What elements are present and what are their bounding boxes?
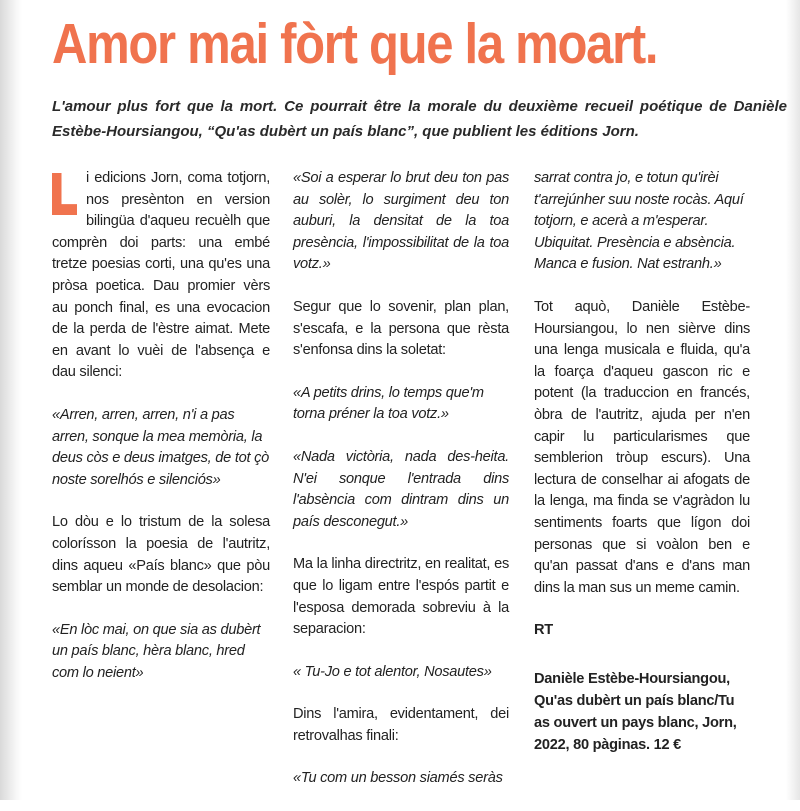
poem-quote: «En lòc mai, on que sia as dubèrt un país blanc, hèra blanc, hred com lo neient»: [52, 621, 261, 681]
article-lede: L'amour plus fort que la mort. Ce pourrait être la morale du deuxième recueil poétique de Danièle Estèbe-Hoursiangou, “Qu'as dubèrt un país blanc”, que publient les éditions Jorn.: [52, 98, 787, 140]
page-gutter-shadow: [0, 0, 22, 800]
drop-cap: [52, 173, 77, 215]
poem-quote: «Arren, arren, arren, n'i a pas arren, sonque la mea memòria, la deus còs e deus imatges, de tot çò noste sorelhós e silenciós»: [52, 406, 270, 488]
paragraph: [52, 168, 270, 384]
column-1: [52, 168, 270, 705]
paragraph: Dins l'amira, evidentament, dei retrovalhas finali:: [293, 706, 509, 744]
book-credit: Danièle Estèbe-Hoursiangou, Qu'as dubèrt un país blanc/Tu as ouvert un pays blanc, Jorn, 2022, 80 pàginas. 12 €: [534, 670, 737, 753]
poem-quote: « Tu-Jo e tot alentor, Nosautes»: [293, 663, 492, 680]
paragraph: Tot aquò, Danièle Estèbe-Hoursiangou, lo nen sièrve dins una lenga musicala e fluida, qu'a la foarça d'aqueu gascon ric e potent (la traduccion en francés, òbra de l'autritz, ajuda per n'en capir lu particularismes que semblerion tròup escurs). Una lectura de conselhar ai afogats de la lenga, ma finda se v'agràdon lu sentiments foarts que lígon doi personas que si voàlon ben e qu'an passat d'ans e d'ans man dins la man sus un meme camin.: [534, 298, 750, 596]
paragraph: Ma la linha directritz, en realitat, es que lo ligam entre l'espós partit e l'esposa demorada sobreviu à la separacion:: [293, 556, 509, 638]
paragraph: Segur que lo sovenir, plan plan, s'escafa, e la persona que rèsta s'enfonsa dins la soletat:: [293, 298, 509, 359]
page-edge: [786, 0, 800, 800]
poem-quote: «A petits drins, lo temps que'm torna préner la toa votz.»: [293, 384, 484, 423]
poem-quote: «Nada victòria, nada des-heita. N'ei sonque l'entrada dins l'absència com dintram dins un país desconegut.»: [293, 448, 509, 530]
column-3: [534, 168, 750, 777]
author-signature: RT: [534, 622, 553, 639]
article-headline: Amor mai fòrt que la moart.: [52, 12, 658, 76]
paragraph: Lo dòu e lo tristum de la solesa colorísson la poesia de l'autritz, dins aqueu «País blanc» que pòu semblar un monde de desolacion:: [52, 514, 270, 596]
poem-quote: sarrat contra jo, e totun qu'irèi t'arrejúnher suu noste rocàs. Aquí totjorn, e acerà a m'esperar. Ubiquitat. Presència e absència. Manca e fusion. Nat estranh.»: [534, 170, 744, 273]
paragraph-text: i edicions Jorn, coma totjorn, nos presènton en version bilingüa d'aqueu recuèlh que comprèn doi parts: una embé tretze poesias corti, una qu'es una pròsa poetica. Dau promier vèrs au ponch final, es una evocacion de la perda de l'èstre aimat. Mete en avant lo vuèi de l'absença e dau silenci:: [52, 170, 270, 381]
column-2: [293, 168, 509, 811]
poem-quote: «Tu com un besson siamés seràs: [293, 770, 503, 787]
poem-quote: «Soi a esperar lo brut deu ton pas au solèr, lo surgiment deu ton auburi, la densitat de la toa presència, l'impossibilitat de la toa votz.»: [293, 170, 509, 273]
